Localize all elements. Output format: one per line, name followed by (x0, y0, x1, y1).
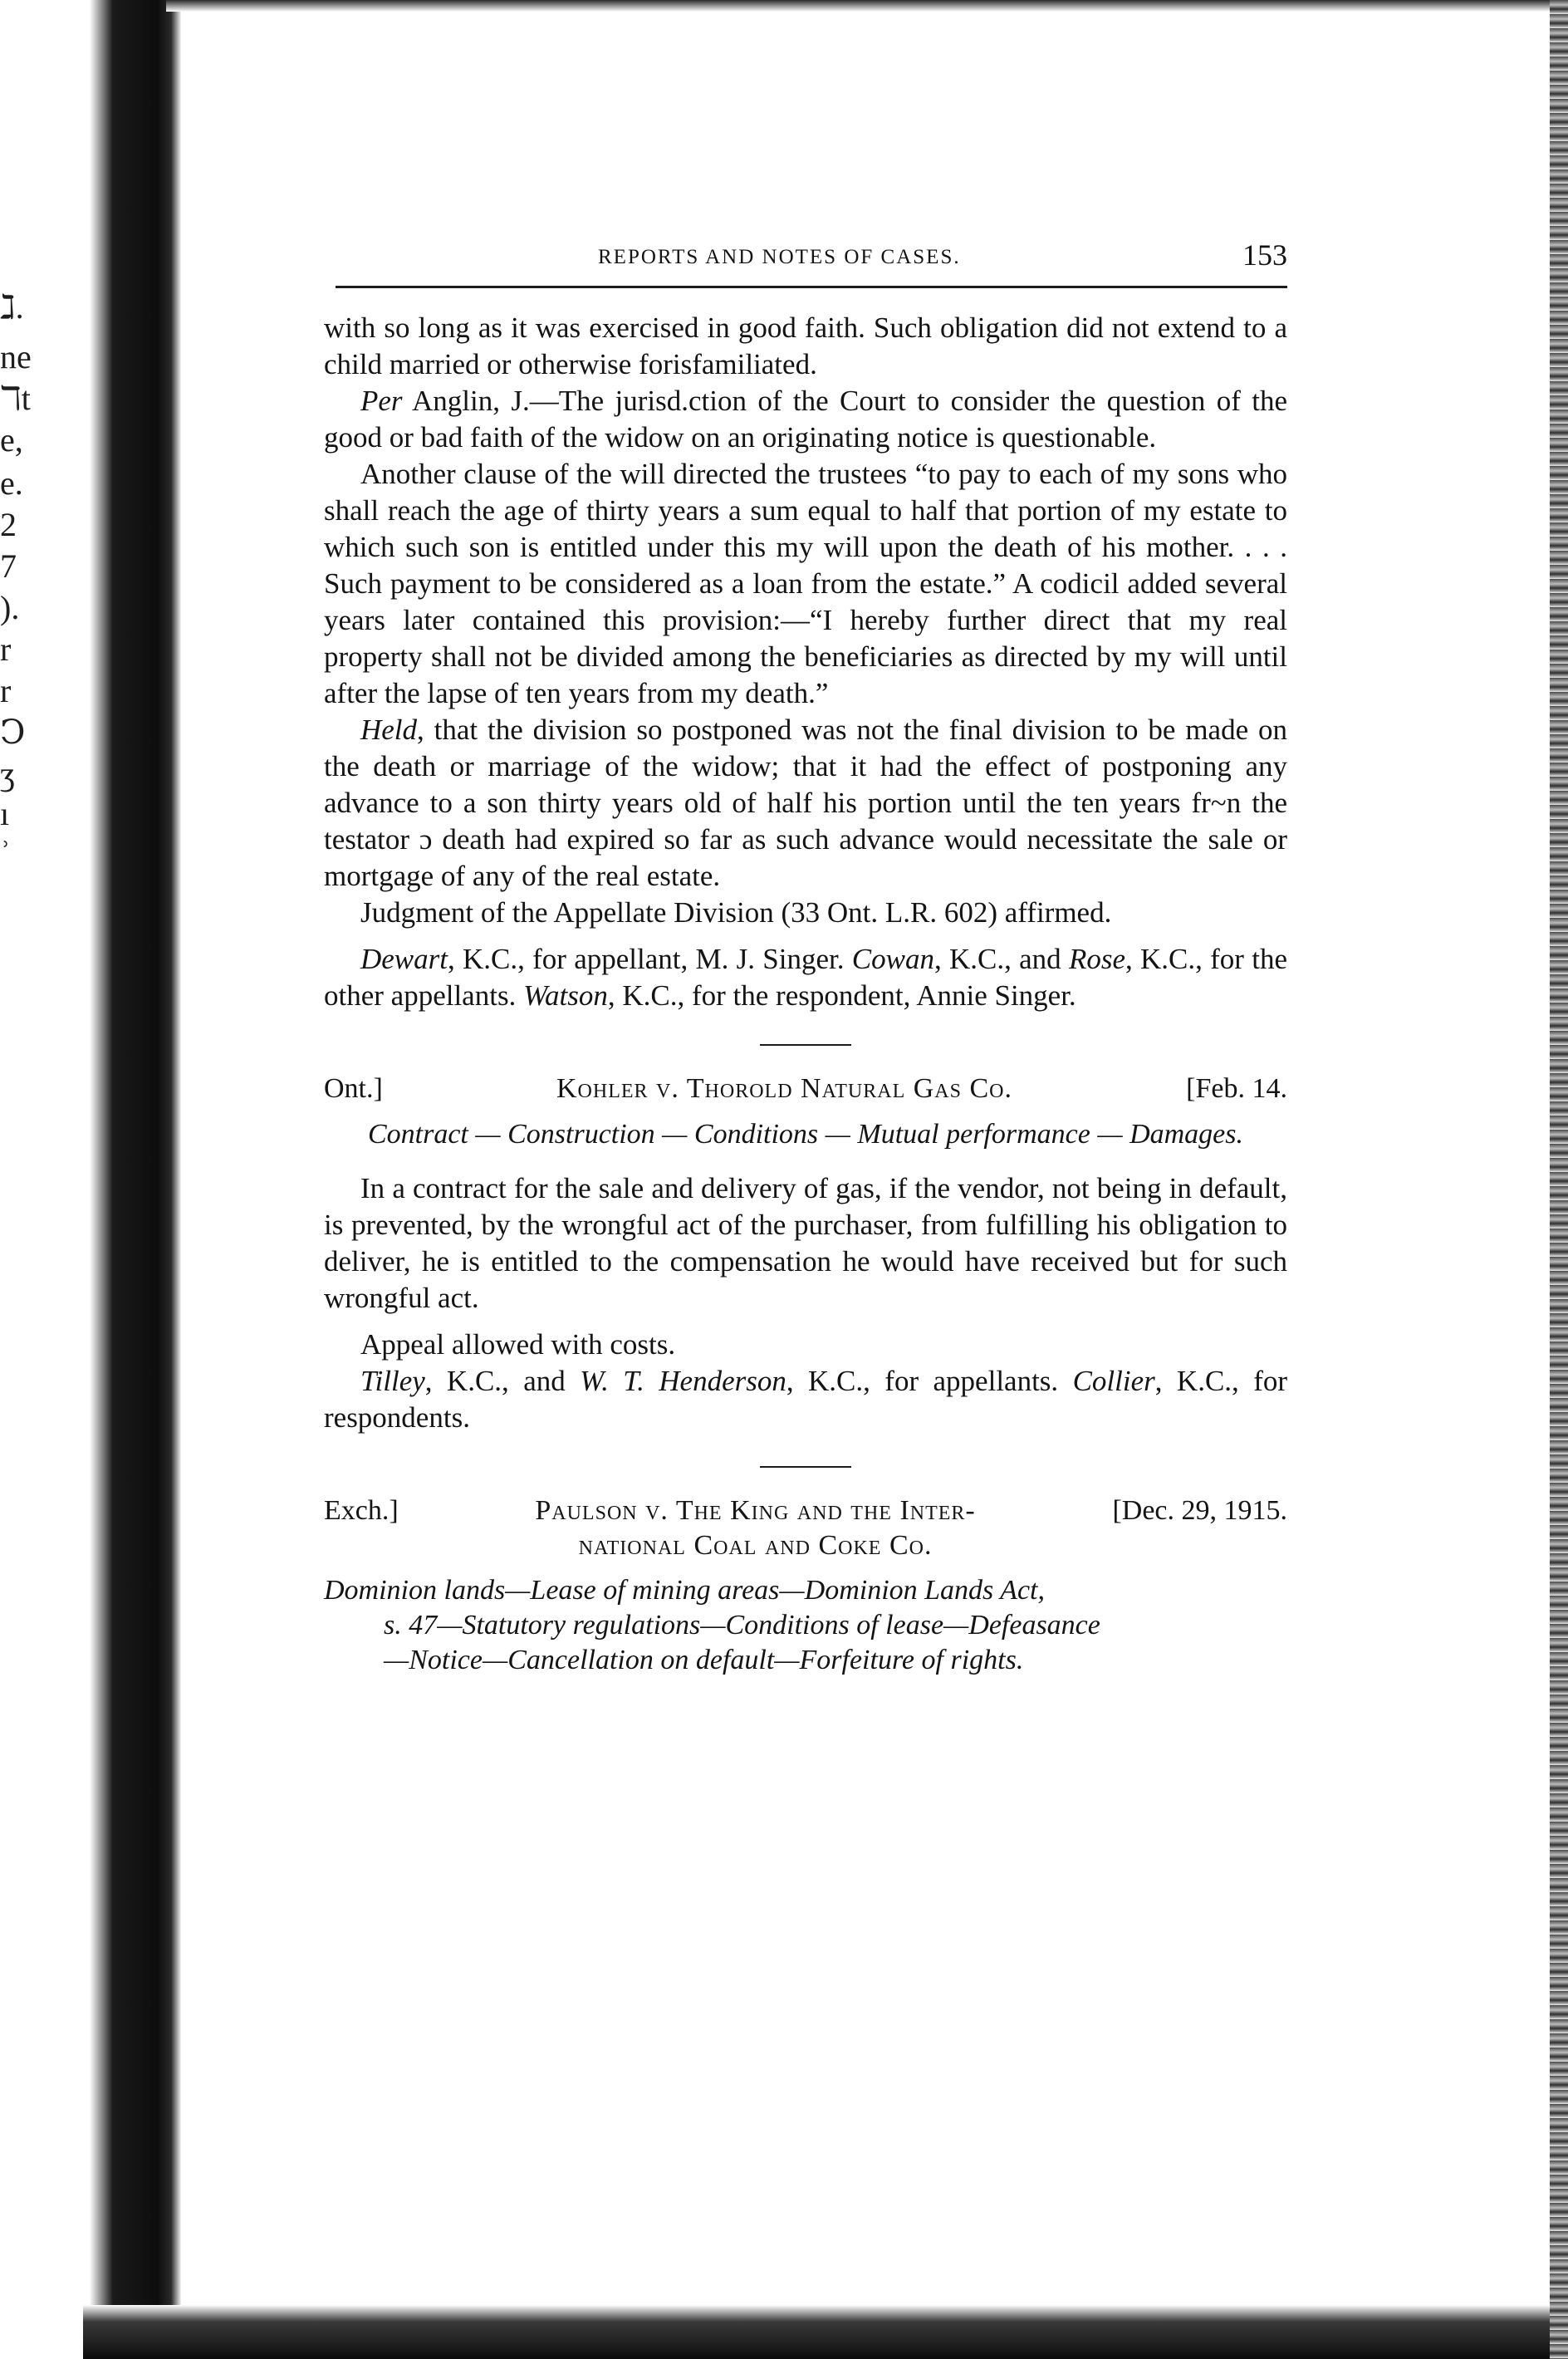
bleed-glyph: r (0, 672, 12, 709)
case3-date: [Dec. 29, 1915. (1112, 1495, 1287, 1526)
bleed-glyph: ). (0, 589, 20, 626)
case1-paragraph-3: Another clause of the will directed the trustees “to pay to each of my sons who shall reach the age of thirty years a sum equal to half that portion of my estate to which such son is entitled under this my will upon the death of his mother. . . . Such payment to be considered as a loan from the estate.” A codicil added several years later contained this provision:—“I hereby further direct that my real property shall not be divided among the beneficiaries as directed by my will until after the lapse of ten years from my death.” (324, 458, 1287, 709)
case3-catchwords-line-3: —Notice—Cancellation on default—Forfeiture of rights. (384, 1645, 1024, 1675)
case-separator (760, 1044, 851, 1046)
scan-top-shadow (166, 0, 1568, 12)
counsel-name: Watson (523, 979, 608, 1012)
case3-title (399, 1493, 1113, 1563)
bleed-glyph: ʾ (0, 835, 12, 872)
case1-counsel (324, 941, 1287, 1014)
bleed-glyph: ʒ (0, 755, 15, 792)
case3-title-line-2: national Coal and Coke Co. (578, 1530, 933, 1561)
header-rule (336, 286, 1287, 288)
counsel-text: , K.C., for appellant, M. J. Singer. (448, 943, 852, 975)
case3-catchwords-line-1: Dominion lands—Lease of mining areas—Dominion Lands Act, (324, 1575, 1045, 1606)
bleed-glyph: ne (0, 338, 32, 375)
bleed-glyph: ℷ. (0, 288, 24, 326)
book-page (324, 233, 1287, 1696)
case2-counsel (324, 1363, 1287, 1436)
counsel-text: , K.C., for the respondent, Annie Singer. (607, 979, 1076, 1012)
counsel-name: Collier (1072, 1365, 1155, 1397)
case2-paragraph-1: In a contract for the sale and delivery of gas, if the vendor, not being in default, is prevented, by the wrongful act of the purchaser, from fulfilling his obligation to deliver, he is entitled to the compensation he would have received but for such wrongful act. (324, 1172, 1287, 1314)
case3-court: Exch.] (324, 1495, 399, 1526)
counsel-text: , K.C., for respondents. (324, 1365, 1288, 1434)
case3-heading (324, 1493, 1287, 1563)
case1-judgment: Judgment of the Appellate Division (33 Ont. L.R. 602) affirmed. (360, 896, 1112, 929)
bleed-glyph: 7 (0, 547, 17, 585)
bleed-glyph: ℸt (0, 380, 31, 417)
held-word: Held (360, 714, 418, 746)
counsel-text: , K.C., for the other appellants. (324, 943, 1287, 1012)
case2-date: [Feb. 14. (1186, 1073, 1287, 1104)
counsel-text: , K.C., and (933, 943, 1069, 975)
bleed-glyph: ı (0, 795, 10, 832)
case1-holding (324, 712, 1287, 895)
bleed-glyph: Ↄ (0, 714, 26, 751)
case2-disposition: Appeal allowed with costs. (360, 1328, 676, 1361)
counsel-name: Cowan (851, 943, 934, 975)
case-separator (760, 1466, 851, 1468)
bleed-glyph: 2 (0, 506, 17, 543)
case1-paragraph-2-text: Anglin, J.—The jurisd.ction of the Court to consider the question of the good or bad faith of the widow on an originating notice is questionable. (324, 385, 1287, 454)
page-number: 153 (1242, 238, 1287, 272)
case2-court: Ont.] (324, 1073, 383, 1104)
scan-bottom-shadow (83, 2305, 1568, 2359)
case3-catchwords (324, 1573, 1287, 1678)
counsel-name: Dewart (360, 943, 448, 975)
case1-paragraph-2 (324, 383, 1287, 456)
case3-title-line-1: Paulson v. The King and the Inter- (535, 1495, 976, 1526)
counsel-name: W. T. Henderson (580, 1365, 786, 1397)
running-head (324, 233, 1287, 282)
case3-catchwords-line-2: s. 47—Statutory regulations—Conditions of lease—Defeasance (384, 1610, 1100, 1641)
scan-right-edge (1550, 0, 1568, 2359)
counsel-text: , K.C., and (424, 1365, 581, 1397)
judge-prefix: Per (360, 385, 403, 417)
case2-heading (324, 1071, 1287, 1107)
counsel-name: Rose (1068, 943, 1125, 975)
running-title: REPORTS AND NOTES OF CASES. (598, 246, 961, 268)
bleed-glyph: r (0, 630, 12, 668)
facing-page-bleed (0, 249, 33, 930)
case1-paragraph-1: with so long as it was exercised in good faith. Such obligation did not extend to a child married or otherwise forisfamiliated. (324, 311, 1287, 380)
counsel-text: , K.C., for appellants. (786, 1365, 1073, 1397)
case2-title: Kohler v. Thorold Natural Gas Co. (556, 1073, 1012, 1104)
counsel-name: Tilley (360, 1365, 425, 1397)
case1-holding-text: , that the division so postponed was not the final division to be made on the death or marriage of the widow; that it had the effect of postponing any advance to a son thirty years old of half his portion until the ten years fr~n the testator ɔ death had expired so far as such advance would necessitate the sale or mortgage of any of the real estate. (324, 714, 1287, 892)
bleed-glyph: e. (0, 464, 23, 502)
case2-catchwords: Contract — Construction — Conditions — Mutual performance — Damages. (367, 1119, 1244, 1150)
bleed-glyph: e, (0, 421, 23, 459)
